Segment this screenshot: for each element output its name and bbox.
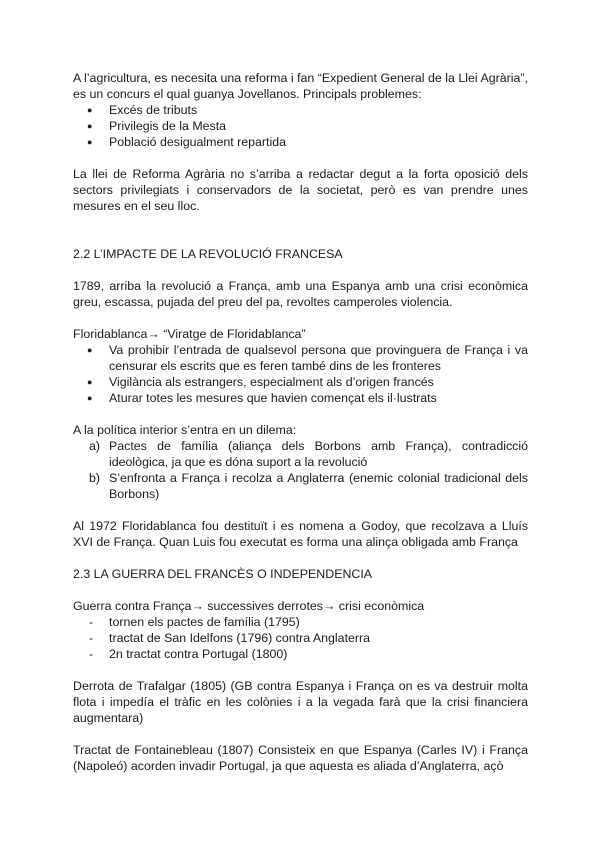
list-item: - 2n tractat contra Portugal (1800)	[73, 646, 528, 662]
list-item-text: Pactes de família (aliança dels Borbons amb França), contradicció ideològica, ja que es dóna suport a la revolució	[109, 439, 528, 469]
trafalgar-paragraph: Derrota de Trafalgar (1805) (GB contra Espanya i França on es va destruir molta flota i impedía el tràfic en les colònies i a la vegada farà que la crisi financiera augmentara)	[73, 679, 528, 725]
list-marker: b)	[89, 471, 101, 485]
revolution-paragraph: 1789, arriba la revolució a França, amb una Espanya amb una crisi econòmica greu, escassa, pujada del preu del pa, revoltes camperoles violencia.	[73, 279, 528, 309]
agri-problems-list	[73, 102, 528, 150]
list-item: - tornen els pactes de família (1795)	[73, 614, 528, 630]
list-item-text: S’enfronta a França i recolza a Anglaterra (enemic colonial tradicional dels Borbons)	[109, 471, 528, 501]
godoy-paragraph: Al 1972 Floridablanca fou destituït i es nomena a Godoy, que recolzava a Lluís XVI de França. Quan Luis fou executat es forma una alinça obligada amb França	[73, 519, 528, 549]
list-item: ● Població desigualment repartida	[73, 134, 528, 150]
list-item: ● Aturar totes les mesures que havien començat els il·lustrats	[73, 390, 528, 406]
section-heading-2-2: 2.2 L’IMPACTE DE LA REVOLUCIÓ FRANCESA	[73, 247, 343, 261]
war-list	[73, 614, 528, 662]
document-page	[73, 70, 528, 774]
fontainebleau-paragraph: Tractat de Fontainebleau (1807) Consisteix en que Espanya (Carles IV) i França (Napoleó) acorden invadir Portugal, ja que aquesta es aliada d’Anglaterra, açò	[73, 743, 528, 773]
list-item: ● Va prohibir l’entrada de qualsevol persona que provinguera de França i va censurar els escrits que es feren també dins de les fronteres	[73, 342, 528, 374]
list-item: ● Vigilància als estrangers, especialment als d’origen francés	[73, 374, 528, 390]
floridablanca-list	[73, 342, 528, 406]
dilemma-intro: A la política interior s’entra en un dilema:	[73, 423, 297, 437]
list-item	[73, 470, 528, 502]
list-item	[73, 438, 528, 470]
list-item: ● Excés de tributs	[73, 102, 528, 118]
dilemma-list	[73, 438, 528, 502]
list-item: ● Privilegis de la Mesta	[73, 118, 528, 134]
agri-conclusion-paragraph: La llei de Reforma Agrària no s’arriba a redactar degut a la forta oposició dels sectors privilegiats i conservadors de la societat, però es van prendre unes mesures en el seu lloc.	[73, 167, 528, 213]
war-intro: Guerra contra França→ successives derrotes→ crisi econòmica	[73, 599, 425, 613]
floridablanca-title: Floridablanca→ “Viratge de Floridablanca”	[73, 327, 306, 341]
section-heading-2-3: 2.3 LA GUERRA DEL FRANCÈS O INDEPENDENCIA	[73, 567, 373, 581]
list-item: - tractat de San Idelfons (1796) contra Anglaterra	[73, 630, 528, 646]
agri-intro-paragraph: A l’agricultura, es necesita una reforma i fan “Expedient General de la Llei Agrària”, es un concurs el qual guanya Jovellanos. Principals problemes:	[73, 71, 528, 101]
list-marker: a)	[89, 439, 101, 453]
